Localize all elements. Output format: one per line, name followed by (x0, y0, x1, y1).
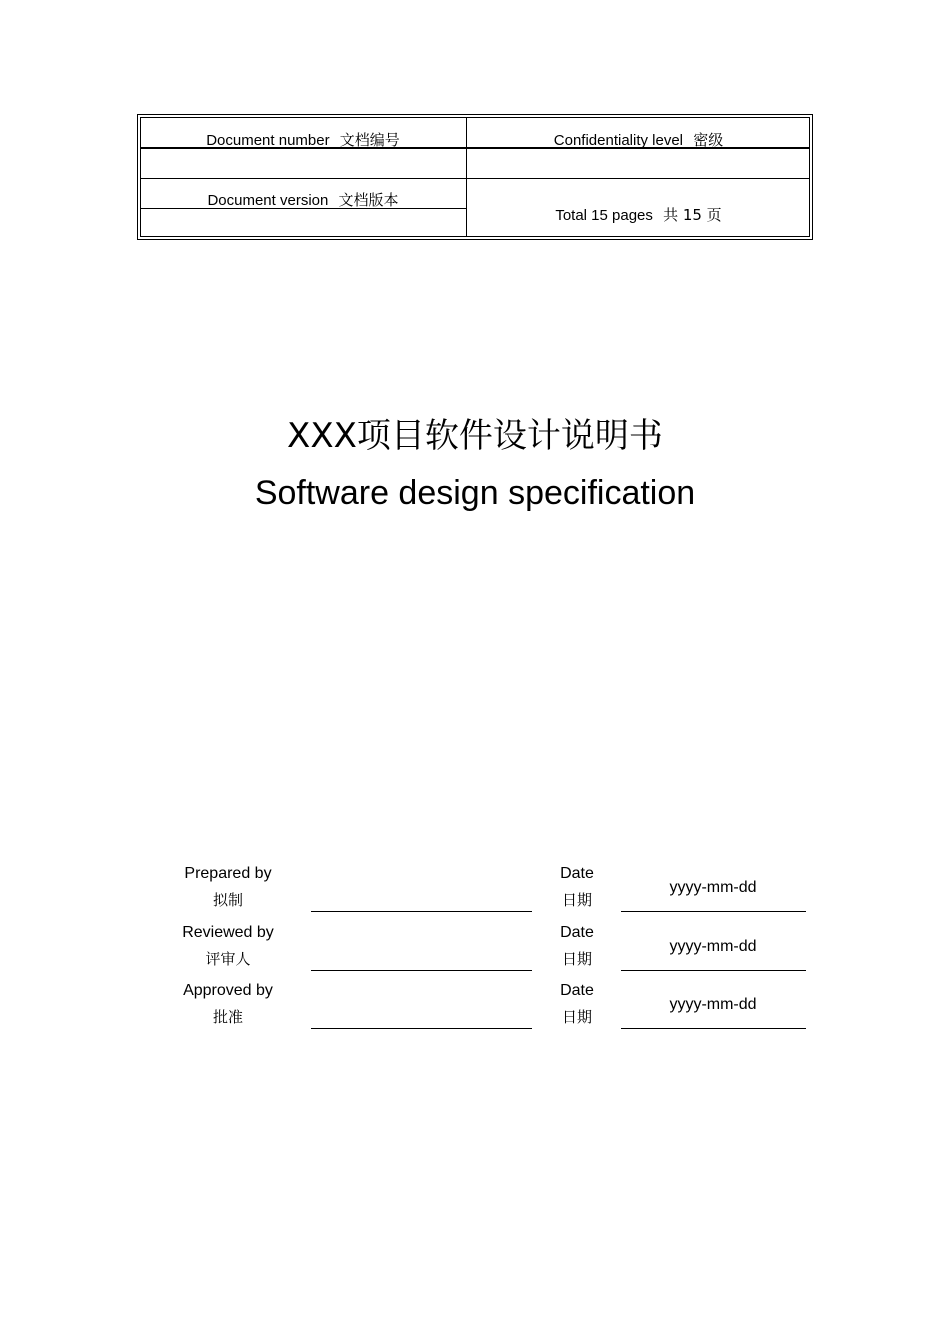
confidentiality-label-en: Confidentiality level (553, 132, 684, 149)
approved-by-cn: 批准 (212, 1008, 243, 1026)
confidentiality-label-cn: 密级 (693, 131, 724, 149)
prepared-date-cn: 日期 (561, 891, 592, 909)
prepared-date-line (621, 911, 806, 912)
reviewed-date-cn: 日期 (561, 950, 592, 968)
prepared-date-value: yyyy-mm-dd (669, 879, 757, 896)
prepared-date-label (547, 860, 607, 914)
reviewed-date-en: Date (560, 924, 594, 941)
total-pages-en: Total 15 pages (555, 207, 653, 224)
total-pages-label (467, 204, 810, 225)
table-row-divider-2 (140, 178, 810, 179)
prepared-by-cn: 拟制 (212, 891, 243, 909)
doc-number-label-en: Document number (206, 132, 330, 149)
reviewed-by-label (158, 919, 298, 973)
prepared-by-signature-line (311, 911, 532, 912)
approved-date-value: yyyy-mm-dd (669, 996, 757, 1013)
reviewed-by-cn: 评审人 (205, 950, 251, 968)
doc-version-label-en: Document version (207, 192, 329, 209)
reviewed-date-line (621, 970, 806, 971)
approved-date-label (547, 977, 607, 1031)
approved-by-en: Approved by (183, 982, 273, 999)
doc-number-label-cn: 文档编号 (339, 131, 400, 149)
doc-version-label (140, 189, 466, 210)
doc-number-label (140, 129, 466, 150)
doc-version-label-cn: 文档版本 (338, 191, 399, 209)
prepared-by-en: Prepared by (184, 865, 272, 882)
confidentiality-label (467, 129, 810, 150)
reviewed-date-value: yyyy-mm-dd (669, 938, 757, 955)
document-title-chinese: XXX项目软件设计说明书 (287, 416, 663, 456)
prepared-date-en: Date (560, 865, 594, 882)
approved-date-cn: 日期 (561, 1008, 592, 1026)
reviewed-date-label (547, 919, 607, 973)
approved-by-label (158, 977, 298, 1031)
total-pages-cn: 共 15 页 (663, 206, 722, 224)
prepared-by-label (158, 860, 298, 914)
approved-by-signature-line (311, 1028, 532, 1029)
reviewed-by-en: Reviewed by (182, 924, 274, 941)
reviewed-by-signature-line (311, 970, 532, 971)
approved-date-en: Date (560, 982, 594, 999)
approved-date-line (621, 1028, 806, 1029)
document-title-english: Software design specification (254, 474, 696, 512)
